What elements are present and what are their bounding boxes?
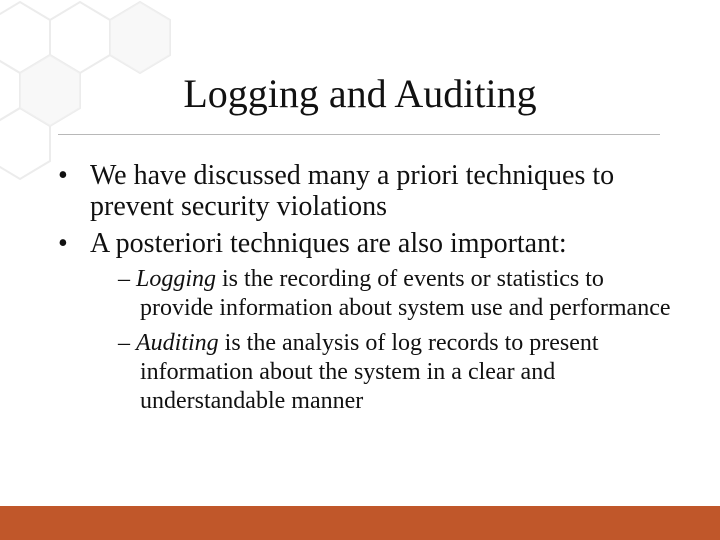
slide-title: Logging and Auditing — [183, 71, 537, 116]
sub-bullet-marker: – — [118, 330, 130, 356]
title-divider — [58, 134, 660, 135]
bullet-marker: • — [58, 228, 68, 259]
sub-bullet-term: Logging — [136, 266, 217, 292]
sub-bullet-term: Auditing — [136, 330, 219, 356]
sub-bullet-text: is the analysis of log records to present information about the system in a clear and understandable manner — [140, 330, 599, 414]
sub-bullet-item — [118, 329, 678, 416]
footer-accent-bar — [0, 506, 720, 540]
sub-bullet-list — [118, 265, 678, 416]
bullet-item — [58, 160, 678, 222]
bullet-text: A posteriori techniques are also important: — [90, 228, 567, 259]
bullet-marker: • — [58, 160, 68, 191]
bullet-item — [58, 228, 678, 259]
sub-bullet-item — [118, 265, 678, 323]
bullet-text: We have discussed many a priori techniques to prevent security violations — [90, 160, 615, 222]
slide-body — [58, 160, 678, 422]
sub-bullet-text: is the recording of events or statistics to provide information about system use and performance — [140, 266, 671, 321]
sub-bullet-marker: – — [118, 266, 130, 292]
